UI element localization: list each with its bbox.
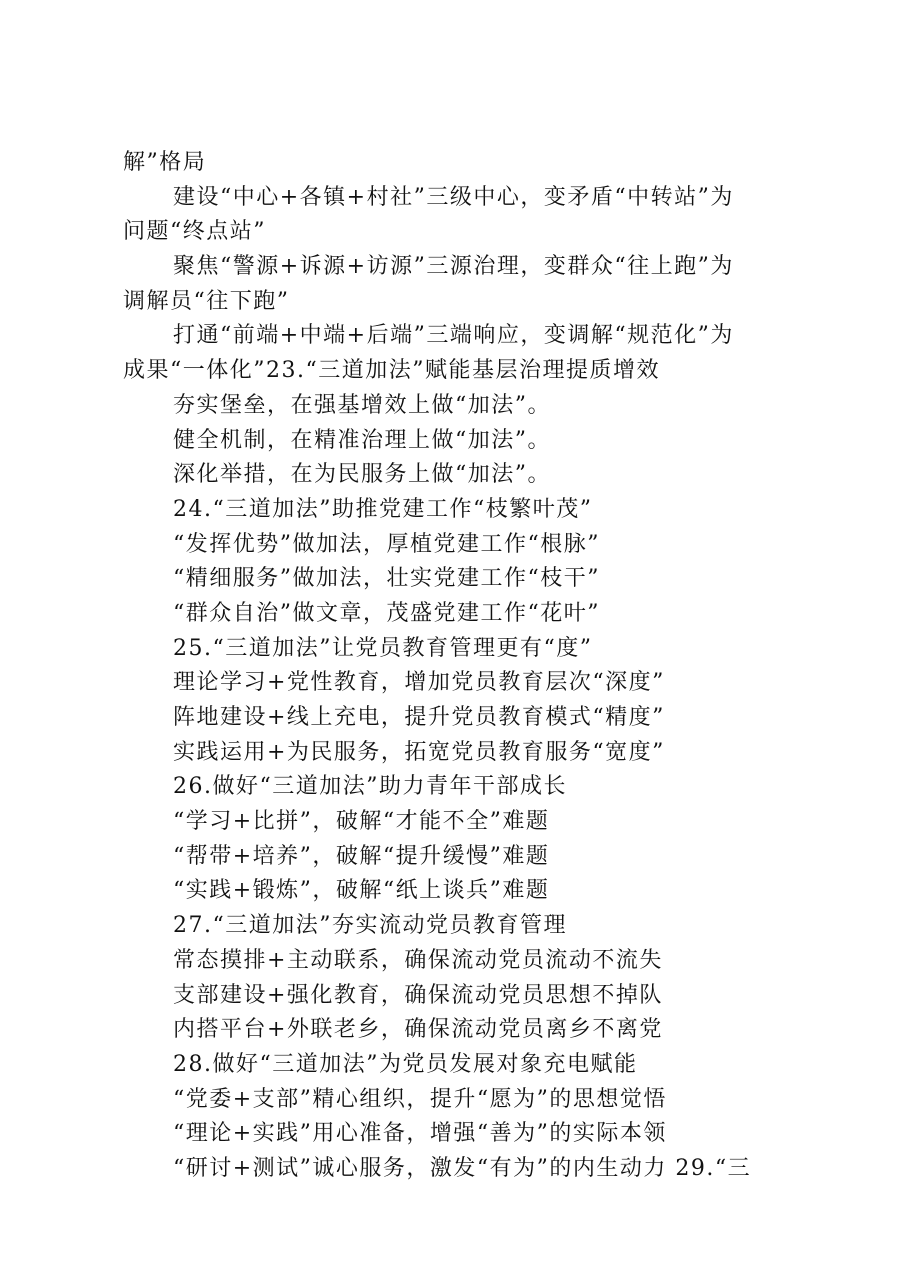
text-line: 聚焦“警源+诉源+访源”三源治理，变群众“往上跑”为 — [173, 254, 734, 280]
text-line: “学习+比拼”，破解“才能不全”难题 — [173, 809, 550, 835]
text-line: 28.做好“三道加法”为党员发展对象充电赋能 — [173, 1051, 638, 1077]
text-line: “研讨+测试”诚心服务，激发“有为”的内生动力 29.“三 — [173, 1155, 752, 1181]
text-line: 健全机制，在精准治理上做“加法”。 — [173, 427, 551, 453]
text-line: 夯实堡垒，在强基增效上做“加法”。 — [173, 392, 551, 418]
text-line: 理论学习+党性教育，增加党员教育层次“深度” — [173, 670, 665, 696]
text-line: 内搭平台+外联老乡，确保流动党员离乡不离党 — [173, 1017, 663, 1043]
text-line: “党委+支部”精心组织，提升“愿为”的思想觉悟 — [173, 1086, 667, 1112]
text-line: “帮带+培养”，破解“提升缓慢”难题 — [173, 843, 550, 869]
text-line: 解”格局 — [123, 150, 207, 175]
document-body — [123, 146, 803, 1187]
text-line: 27.“三道加法”夯实流动党员教育管理 — [173, 913, 567, 939]
text-line: “精细服务”做加法，壮实党建工作“枝干” — [173, 566, 600, 592]
text-line: 支部建设+强化教育，确保流动党员思想不掉队 — [173, 982, 663, 1008]
text-line: 建设“中心+各镇+村社”三级中心，变矛盾“中转站”为 — [173, 184, 734, 210]
text-line: “理论+实践”用心准备，增强“善为”的实际本领 — [173, 1121, 667, 1147]
text-line: 调解员“往下跑” — [123, 288, 290, 314]
text-line: “群众自治”做文章，茂盛党建工作“花叶” — [173, 600, 600, 626]
text-line: 成果“一体化”23.“三道加法”赋能基层治理提质增效 — [123, 358, 660, 384]
text-line: 实践运用+为民服务，拓宽党员教育服务“宽度” — [173, 739, 665, 765]
text-line: 常态摸排+主动联系，确保流动党员流动不流失 — [173, 947, 663, 973]
text-line: “发挥优势”做加法，厚植党建工作“根脉” — [173, 531, 600, 557]
text-line: “实践+锻炼”，破解“纸上谈兵”难题 — [173, 878, 550, 904]
text-line: 打通“前端+中端+后端”三端响应，变调解“规范化”为 — [173, 323, 734, 349]
text-line: 26.做好“三道加法”助力青年干部成长 — [173, 774, 567, 800]
text-line: 25.“三道加法”让党员教育管理更有“度” — [173, 635, 593, 661]
text-line: 问题“终点站” — [123, 219, 266, 245]
text-line: 深化举措，在为民服务上做“加法”。 — [173, 462, 551, 488]
text-line: 阵地建设+线上充电，提升党员教育模式“精度” — [173, 705, 665, 730]
text-line: 24.“三道加法”助推党建工作“枝繁叶茂” — [173, 496, 593, 522]
